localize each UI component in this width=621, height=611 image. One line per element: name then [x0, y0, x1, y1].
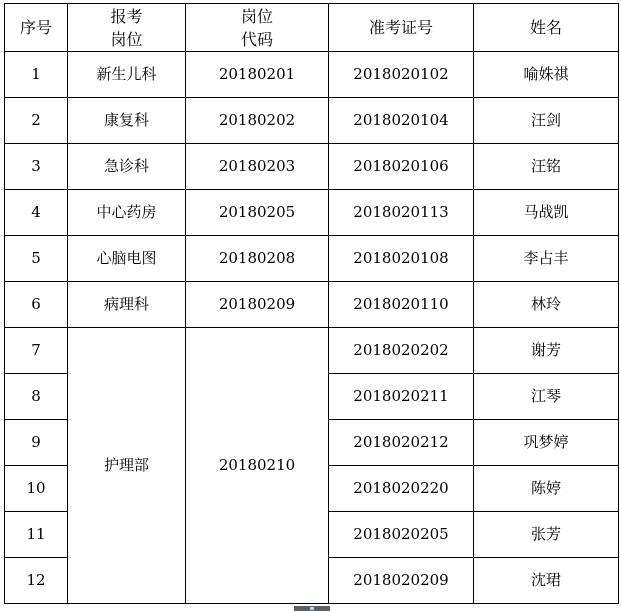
cell-seq: 10 [5, 466, 68, 512]
cell-code: 20180203 [186, 144, 329, 190]
cell-seq: 9 [5, 420, 68, 466]
cell-name: 李占丰 [474, 236, 619, 282]
cell-ticket: 2018020113 [329, 190, 474, 236]
header-row [5, 4, 619, 52]
cell-seq: 4 [5, 190, 68, 236]
cell-name: 江琴 [474, 374, 619, 420]
cell-dept: 中心药房 [68, 190, 186, 236]
header-code [186, 4, 329, 52]
cell-seq: 11 [5, 512, 68, 558]
cell-code: 20180205 [186, 190, 329, 236]
cell-seq: 2 [5, 98, 68, 144]
header-name: 姓名 [474, 4, 619, 52]
cell-ticket: 2018020205 [329, 512, 474, 558]
cell-seq: 5 [5, 236, 68, 282]
cell-name: 喻姝祺 [474, 52, 619, 98]
cell-ticket: 2018020202 [329, 328, 474, 374]
cell-ticket: 2018020104 [329, 98, 474, 144]
cell-name: 马战凯 [474, 190, 619, 236]
cell-dept: 病理科 [68, 282, 186, 328]
cell-name: 张芳 [474, 512, 619, 558]
header-code-line1: 岗位 [240, 6, 273, 26]
cell-ticket: 2018020212 [329, 420, 474, 466]
header-dept-line2: 岗位 [110, 29, 143, 49]
header-dept-line1: 报考 [110, 6, 143, 26]
cell-code: 20180201 [186, 52, 329, 98]
cell-code: 20180208 [186, 236, 329, 282]
candidate-table [4, 3, 619, 604]
table-row [5, 190, 619, 236]
table-header [5, 4, 619, 52]
header-ticket: 准考证号 [329, 4, 474, 52]
cell-dept: 新生儿科 [68, 52, 186, 98]
cell-seq: 7 [5, 328, 68, 374]
cell-ticket: 2018020209 [329, 558, 474, 604]
cell-dept: 康复科 [68, 98, 186, 144]
cell-name: 林玲 [474, 282, 619, 328]
table-row [5, 98, 619, 144]
cell-dept: 心脑电图 [68, 236, 186, 282]
cell-name: 谢芳 [474, 328, 619, 374]
cell-dept-merged: 护理部 [68, 328, 186, 604]
header-code-line2: 代码 [240, 29, 273, 49]
table-body [5, 52, 619, 604]
cell-name: 沈珺 [474, 558, 619, 604]
cell-code-merged: 20180210 [186, 328, 329, 604]
cell-ticket: 2018020108 [329, 236, 474, 282]
table-row [5, 236, 619, 282]
header-seq: 序号 [5, 4, 68, 52]
table-row [5, 52, 619, 98]
cell-dept: 急诊科 [68, 144, 186, 190]
table-row [5, 328, 619, 374]
cell-ticket: 2018020220 [329, 466, 474, 512]
cell-seq: 12 [5, 558, 68, 604]
cell-code: 20180209 [186, 282, 329, 328]
scroll-handle[interactable] [294, 606, 330, 611]
table-row [5, 282, 619, 328]
cell-ticket: 2018020102 [329, 52, 474, 98]
cell-name: 汪剑 [474, 98, 619, 144]
cell-ticket: 2018020106 [329, 144, 474, 190]
cell-ticket: 2018020110 [329, 282, 474, 328]
table-row [5, 144, 619, 190]
cell-seq: 6 [5, 282, 68, 328]
cell-name: 陈婷 [474, 466, 619, 512]
cell-name: 巩梦婷 [474, 420, 619, 466]
cell-seq: 3 [5, 144, 68, 190]
cell-seq: 1 [5, 52, 68, 98]
cell-code: 20180202 [186, 98, 329, 144]
cell-ticket: 2018020211 [329, 374, 474, 420]
cell-seq: 8 [5, 374, 68, 420]
cell-name: 汪铭 [474, 144, 619, 190]
header-dept [68, 4, 186, 52]
